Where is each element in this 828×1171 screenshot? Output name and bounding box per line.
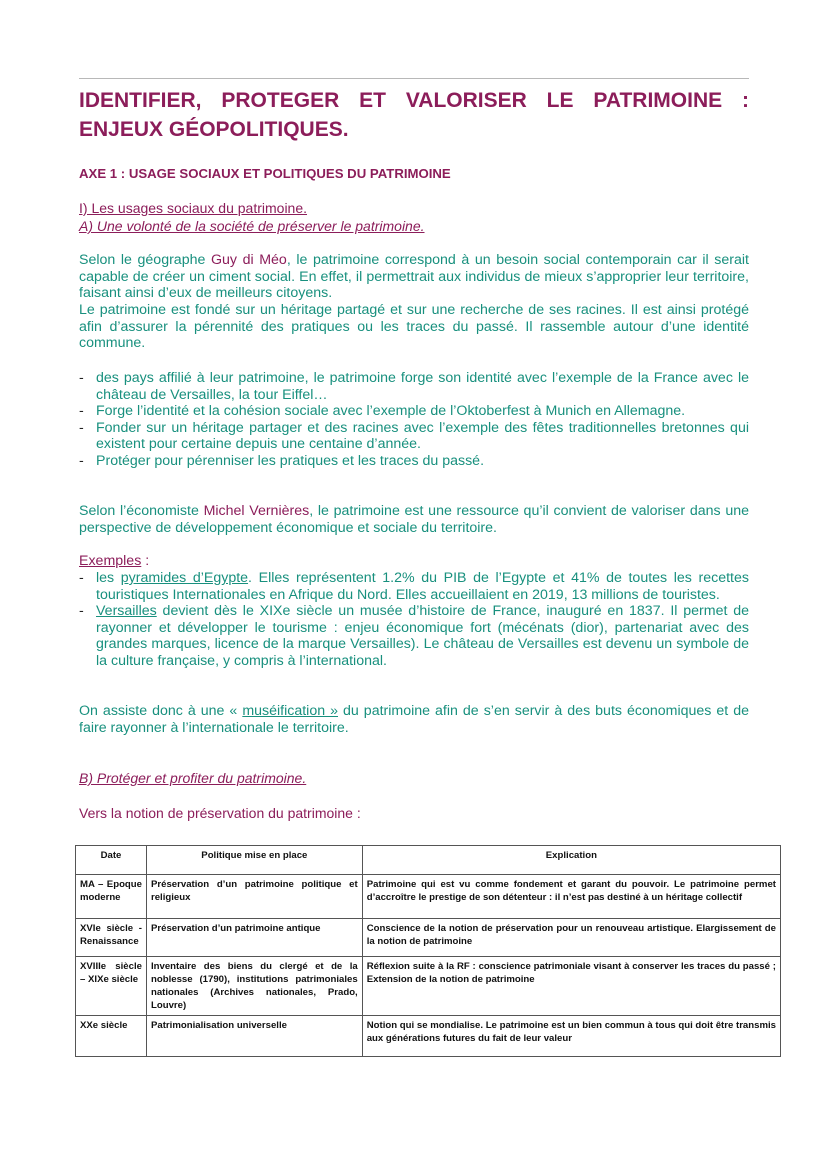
table-header-row bbox=[76, 846, 781, 875]
section-b-heading: B) Protéger et profiter du patrimoine. bbox=[79, 770, 307, 786]
table-header-politique: Politique mise en place bbox=[146, 846, 362, 875]
table-row bbox=[76, 919, 781, 957]
axe-heading: AXE 1 : USAGE SOCIAUX ET POLITIQUES DU PATRIMOINE bbox=[79, 166, 451, 181]
list-item: - Protéger pour pérenniser les pratiques et les traces du passé. bbox=[79, 452, 485, 469]
bullet-list-exemples bbox=[79, 570, 749, 669]
table-header-date: Date bbox=[76, 846, 147, 875]
list-item: - des pays affilié à leur patrimoine, le patrimoine forge son identité avec l’exemple de la France avec le château de Versailles, la tour Eiffel… bbox=[79, 370, 749, 403]
list-item: - Forge l’identité et la cohésion sociale avec l’exemple de l’Oktoberfest à Munich en Allemagne. bbox=[79, 403, 686, 419]
museification-link[interactable]: muséification » bbox=[242, 703, 339, 719]
table-cell-date: XXe siècle bbox=[76, 1016, 147, 1057]
page-title: IDENTIFIER, PROTEGER ET VALORISER LE PATRIMOINE : ENJEUX GÉOPOLITIQUES. bbox=[79, 89, 749, 141]
table-cell-explication: Patrimoine qui est vu comme fondement et garant du pouvoir. Le patrimoine permet d’accroître le prestige de son détenteur : il n’est pas destiné à un héritage collectif bbox=[362, 875, 780, 919]
author-name: Guy di Méo bbox=[210, 252, 287, 268]
list-item: - les pyramides d’Egypte. Elles représentent 1.2% du PIB de l’Egypte et 41% de toutes les recettes touristiques Internationales en Afrique du Nord. Elles accueillaient en 2019, 13 millions de touristes. bbox=[79, 570, 749, 603]
top-rule bbox=[79, 78, 749, 79]
pyramides-link[interactable]: pyramides d’Egypte bbox=[120, 570, 249, 586]
table-cell-explication: Conscience de la notion de préservation pour un renouveau artistique. Elargissement de la notion de patrimoine bbox=[362, 919, 780, 957]
table-cell-politique: Inventaire des biens du clergé et de la noblesse (1790), institutions patrimoniales nationales (Archives nationales, Prado, Louvre) bbox=[146, 957, 362, 1016]
table-row bbox=[76, 957, 781, 1016]
table-cell-date: MA – Epoque moderne bbox=[76, 875, 147, 919]
table-cell-politique: Patrimonialisation universelle bbox=[146, 1016, 362, 1057]
list-item: - Versailles devient dès le XIXe siècle un musée d’histoire de France, inauguré en 1837. Il permet de rayonner et développer le tourisme : enjeu économique fort (mécénats (dior), partenariat avec des grandes marques, licence de la marque Versailles). Le château de Versailles est devenu un symbole de la culture française, y compris à l’international. bbox=[79, 603, 749, 669]
table-row bbox=[76, 875, 781, 919]
section-a-heading: A) Une volonté de la société de préserver le patrimoine. bbox=[79, 218, 425, 234]
table-cell-explication: Réflexion suite à la RF : conscience patrimoniale visant à conserver les traces du passé ; Extension de la notion de patrimoine bbox=[362, 957, 780, 1016]
paragraph-guy-di-meo: Selon le géographe Guy di Méo, le patrimoine correspond à un besoin social contemporain car il serait capable de créer un ciment social. En effet, il permettrait aux individus de mieux s’approprier leur territoire, faisant ainsi d’eux de meilleurs citoyens. bbox=[79, 252, 749, 301]
section-i-heading: I) Les usages sociaux du patrimoine. bbox=[79, 200, 308, 216]
table-cell-explication: Notion qui se mondialise. Le patrimoine est un bien commun à tous qui doit être transmis aux générations futures du fait de leur valeur bbox=[362, 1016, 780, 1057]
paragraph-museification: On assiste donc à une « muséification » du patrimoine afin de s’en servir à des buts économiques et de faire rayonner à l’internationale le territoire. bbox=[79, 703, 749, 736]
paragraph-heritage: Le patrimoine est fondé sur un héritage partagé et sur une recherche de ses racines. Il est ainsi protégé afin d’assurer la pérennité des pratiques ou les traces du passé. Il rassemble autour d’une identité commune. bbox=[79, 302, 749, 351]
table-header-explication: Explication bbox=[362, 846, 780, 875]
bullet-list-identity bbox=[79, 370, 749, 469]
versailles-link[interactable]: Versailles bbox=[96, 603, 157, 619]
table-cell-date: XVIIIe siècle – XIXe siècle bbox=[76, 957, 147, 1016]
exemples-label: Exemples : bbox=[79, 553, 150, 569]
table-cell-politique: Préservation d’un patrimoine politique et religieux bbox=[146, 875, 362, 919]
paragraph-vernieres: Selon l’économiste Michel Vernières, le patrimoine est une ressource qu’il convient de valoriser dans une perspective de développement économique et sociale du territoire. bbox=[79, 503, 749, 536]
vers-la-notion-text: Vers la notion de préservation du patrimoine : bbox=[79, 805, 361, 821]
table-cell-politique: Préservation d’un patrimoine antique bbox=[146, 919, 362, 957]
list-item: - Fonder sur un héritage partager et des racines avec l’exemple des fêtes traditionnelles bretonnes qui existent pour certaine depuis une centaine d’année. bbox=[79, 419, 749, 452]
policy-table bbox=[75, 845, 781, 1057]
table-cell-date: XVIe siècle - Renaissance bbox=[76, 919, 147, 957]
table-row bbox=[76, 1016, 781, 1057]
author-name: Michel Vernières bbox=[203, 503, 310, 519]
